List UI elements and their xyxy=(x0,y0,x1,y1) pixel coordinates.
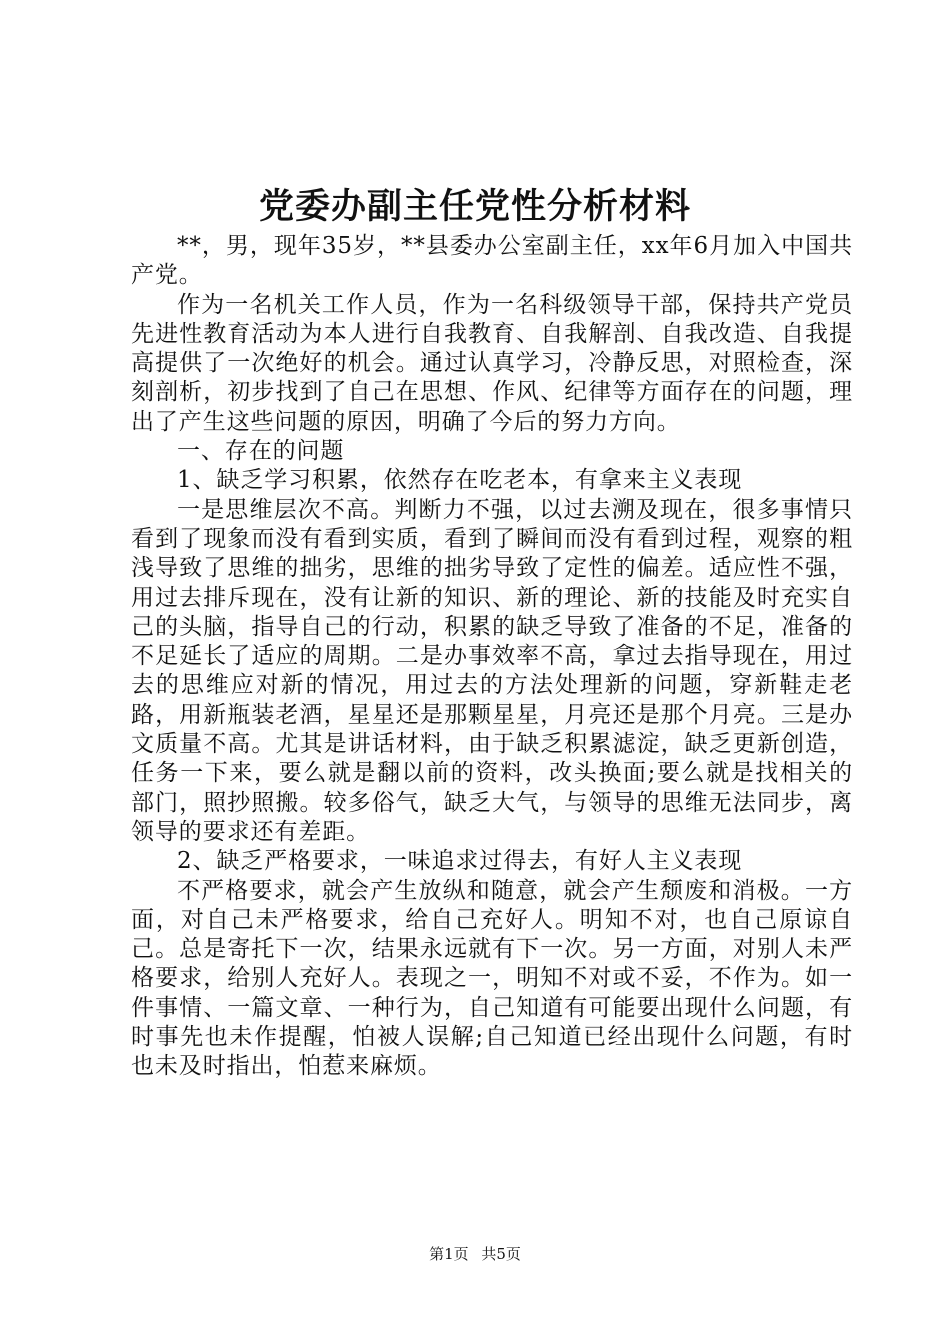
page-number: 第1页 xyxy=(429,1245,469,1263)
subheading-strictness: 2、缺乏严格要求，一味追求过得去，有好人主义表现 xyxy=(177,848,743,875)
section-heading-problems: 一、存在的问题 xyxy=(177,438,345,465)
paragraph-learning-details: 一是思维层次不高。判断力不强，以过去溯及现在，很多事情只看到了现象而没有看到实质，看到了瞬间而没有看到过程，观察的粗浅导致了思维的拙劣，思维的拙劣导致了定性的偏差。适应性不强，用过去排斥现在，没有让新的知识、新的理论、新的技能及时充实自己的头脑，指导自己的行动，积累的缺乏导致了准备的不足，准备的不足延长了适应的周期。二是办事效率不高，拿过去指导现在，用过去的思维应对新的情况，用过去的方法处理新的问题，穿新鞋走老路，用新瓶装老酒，星星还是那颗星星，月亮还是那个月亮。三是办文质量不高。尤其是讲话材料，由于缺乏积累滤淀，缺乏更新创造，任务一下来，要么就是翻以前的资料，改头换面;要么就是找相关的部门，照抄照搬。较多俗气，缺乏大气，与领导的思维无法同步，离领导的要求还有差距。 xyxy=(131,496,853,845)
paragraph-personal-info: **，男，现年35岁，**县委办公室副主任，xx年6月加入中国共产党。 xyxy=(131,233,853,289)
document-body xyxy=(131,232,853,1082)
page-title: 党委办副主任党性分析材料 xyxy=(258,186,691,227)
paragraph-introduction: 作为一名机关工作人员，作为一名科级领导干部，保持共产党员先进性教育活动为本人进行自我教育、自我解剖、自我改造、自我提高提供了一次绝好的机会。通过认真学习，冷静反思，对照检查，深刻剖析，初步找到了自己在思想、作风、纪律等方面存在的问题，理出了产生这些问题的原因，明确了今后的努力方向。 xyxy=(131,291,853,435)
page-total: 共5页 xyxy=(481,1245,521,1263)
page-footer xyxy=(0,1244,950,1264)
subheading-learning: 1、缺乏学习积累，依然存在吃老本，有拿来主义表现 xyxy=(177,467,743,494)
paragraph-strictness-details: 不严格要求，就会产生放纵和随意，就会产生颓废和消极。一方面，对自己未严格要求，给自己充好人。明知不对，也自己原谅自己。总是寄托下一次，结果永远就有下一次。另一方面，对别人未严格要求，给别人充好人。表现之一，明知不对或不妥，不作为。如一件事情、一篇文章、一种行为，自己知道有可能要出现什么问题，有时事先也未作提醒，怕被人误解;自己知道已经出现什么问题，有时也未及时指出，怕惹来麻烦。 xyxy=(131,877,853,1080)
